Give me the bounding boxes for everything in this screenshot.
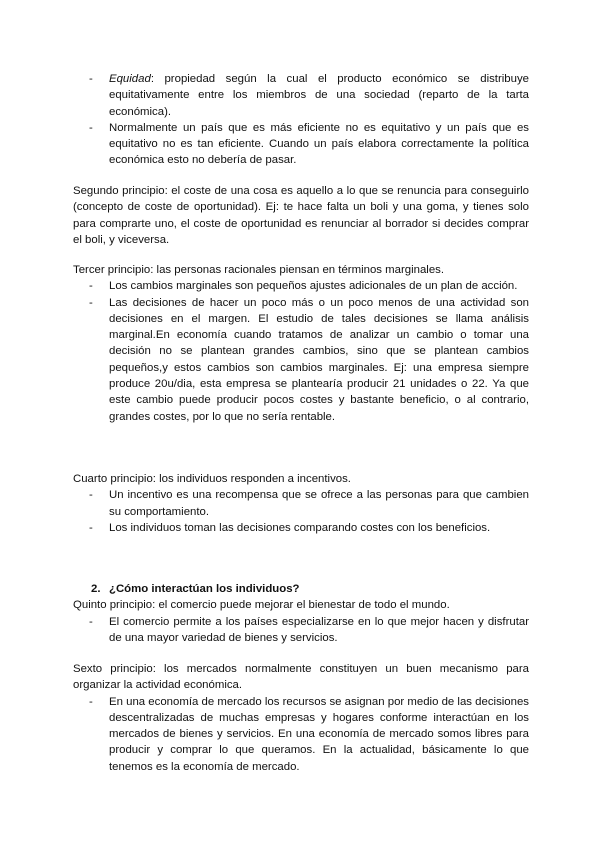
sexto-principio-intro: Sexto principio: los mercados normalmente constituyen un buen mecanismo para organizar la actividad económica. [73, 663, 529, 692]
list-item: - Los cambios marginales son pequeños ajustes adicionales de un plan de acción. [73, 278, 529, 294]
list-item: - En una economía de mercado los recursos se asignan por medio de las decisiones descentralizadas de muchas empresas y hogares conforme interactúan en los mercados de bienes y servicios. En una economía de mercado somos libres para producir y comprar lo que queramos. En la actualidad, básicamente lo que tenemos es la economía de mercado. [73, 694, 529, 775]
list-item: - Las decisiones de hacer un poco más o un poco menos de una actividad son decisiones en el margen. El estudio de tales decisiones se llama análisis marginal.En economía cuando tratamos de analizar un cambio o tomar una decisión no se plantean grandes cambios, sino que se plantean cambios pequeños,y estos cambios son cambios marginales. Ej: una empresa siempre produce 20u/dia, esta empresa se plantearía producir 21 unidades o 22. Ya que este cambio puede producir pocos costes y bastante beneficio, o al contrario, grandes costes, por lo que no sería rentable. [73, 295, 529, 425]
equidad-list [73, 71, 529, 169]
tercer-principio [73, 262, 529, 425]
equidad-section [73, 71, 529, 169]
quinto-principio-intro: Quinto principio: el comercio puede mejorar el bienestar de todo el mundo. [73, 599, 450, 612]
section-title: ¿Cómo interactúan los individuos? [109, 583, 300, 595]
tercer-principio-list [73, 278, 529, 425]
quinto-principio-list [73, 614, 529, 647]
list-item: - Un incentivo es una recompensa que se ofrece a las personas para que cambien su comportamiento. [73, 487, 529, 520]
section-number: 2. [91, 583, 101, 595]
tercer-principio-intro: Tercer principio: las personas racionales piensan en términos marginales. [73, 264, 445, 276]
cuarto-principio-list [73, 487, 529, 536]
list-item-text: Normalmente un país que es más eficiente no es equitativo y un país que es equitativo no es tan eficiente. Cuando un país elabora correctamente la política económica esto no debería de pasar. [109, 121, 529, 167]
sexto-principio-list [73, 694, 529, 775]
list-item [73, 71, 529, 120]
cuarto-principio [73, 471, 529, 536]
list-item-text: : propiedad según la cual el producto económico se distribuye equitativamente entre los miembros de una sociedad (reparto de la tarta económica). [109, 73, 529, 118]
list-item [73, 120, 529, 169]
list-item: - El comercio permite a los países especializarse en lo que mejor hacen y disfrutar de una mayor variedad de bienes y servicios. [73, 614, 529, 647]
segundo-principio [73, 183, 529, 248]
term-equidad: Equidad [109, 73, 151, 85]
section-heading [73, 581, 529, 597]
list-item: - Los individuos toman las decisiones comparando costes con los beneficios. [73, 520, 529, 536]
section-2 [73, 581, 529, 646]
segundo-principio-paragraph: Segundo principio: el coste de una cosa es aquello a lo que se renuncia para conseguirlo (concepto de coste de oportunidad). Ej: te hace falta un boli y una goma, y tienes solo para comprarte uno, el coste de oportunidad es renunciar al borrador si decides comprar el boli, y viceversa. [73, 185, 529, 246]
cuarto-principio-intro: Cuarto principio: los individuos responden a incentivos. [73, 473, 351, 485]
sexto-principio [73, 661, 529, 775]
